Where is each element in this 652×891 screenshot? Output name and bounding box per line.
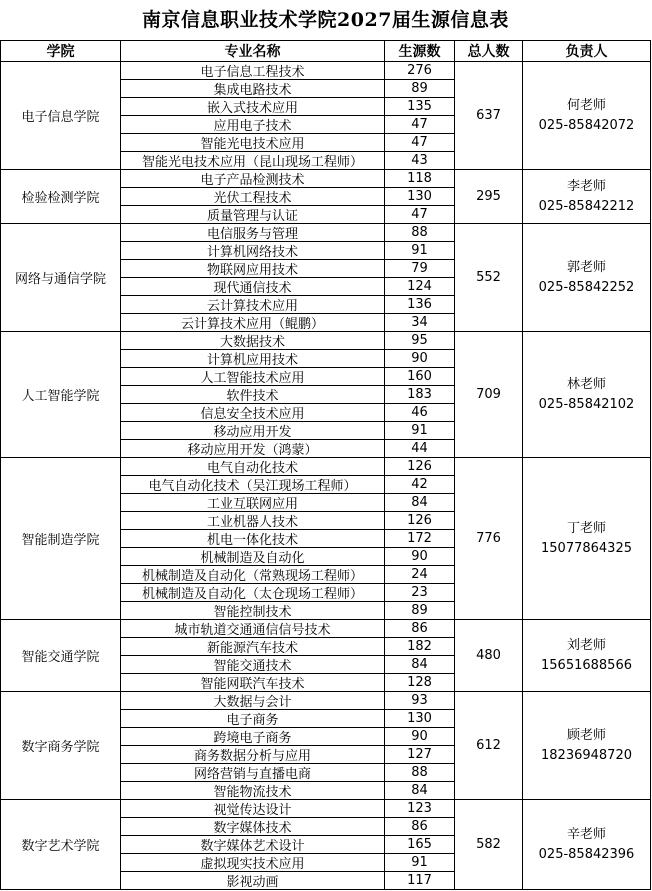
major-name: 跨境电子商务: [121, 728, 385, 746]
major-count: 90: [385, 350, 455, 368]
contact-person: 刘老师: [566, 637, 606, 653]
contact-person: 郭老师: [566, 259, 606, 275]
major-name: 人工智能技术应用: [121, 368, 385, 386]
major-count: 93: [385, 692, 455, 710]
major-count: 84: [385, 494, 455, 512]
header-contact: 负责人: [523, 40, 651, 62]
major-name: 软件技术: [121, 386, 385, 404]
contact-person: 何老师: [566, 97, 606, 113]
college-total: 295: [455, 170, 523, 224]
college-name: 电子信息学院: [0, 62, 121, 170]
college-name: 检验检测学院: [0, 170, 121, 224]
major-count: 182: [385, 638, 455, 656]
major-count: 130: [385, 710, 455, 728]
major-name: 云计算技术应用: [121, 296, 385, 314]
major-name: 电子产品检测技术: [121, 170, 385, 188]
major-name: 计算机网络技术: [121, 242, 385, 260]
contact-phone: 025-85842252: [538, 279, 635, 295]
major-name: 数字媒体技术: [121, 818, 385, 836]
major-count: 91: [385, 854, 455, 872]
contact-phone: 025-85842072: [538, 117, 635, 133]
major-name: 智能交通技术: [121, 656, 385, 674]
major-name: 智能控制技术: [121, 602, 385, 620]
major-name: 视觉传达设计: [121, 800, 385, 818]
major-count: 91: [385, 422, 455, 440]
major-name: 数字媒体艺术设计: [121, 836, 385, 854]
contact-phone: 025-85842102: [538, 396, 635, 412]
major-count: 172: [385, 530, 455, 548]
contact-phone: 15077864325: [541, 540, 632, 556]
contact-cell: [523, 62, 651, 170]
major-name: 工业互联网应用: [121, 494, 385, 512]
major-name: 云计算技术应用（鲲鹏）: [121, 314, 385, 332]
major-count: 123: [385, 800, 455, 818]
major-name: 城市轨道交通通信信号技术: [121, 620, 385, 638]
major-count: 89: [385, 602, 455, 620]
major-count: 126: [385, 458, 455, 476]
major-name: 大数据技术: [121, 332, 385, 350]
major-count: 47: [385, 116, 455, 134]
major-count: 127: [385, 746, 455, 764]
major-count: 165: [385, 836, 455, 854]
header-total: 总人数: [455, 40, 523, 62]
major-name: 网络营销与直播电商: [121, 764, 385, 782]
major-name: 电子信息工程技术: [121, 62, 385, 80]
major-name: 质量管理与认证: [121, 206, 385, 224]
major-count: 95: [385, 332, 455, 350]
major-count: 183: [385, 386, 455, 404]
major-count: 90: [385, 548, 455, 566]
major-count: 117: [385, 872, 455, 890]
major-count: 86: [385, 818, 455, 836]
college-name: 数字艺术学院: [0, 800, 121, 890]
major-name: 信息安全技术应用: [121, 404, 385, 422]
major-name: 新能源汽车技术: [121, 638, 385, 656]
header-college: 学院: [0, 40, 121, 62]
college-total: 637: [455, 62, 523, 170]
major-count: 130: [385, 188, 455, 206]
major-count: 47: [385, 206, 455, 224]
major-count: 128: [385, 674, 455, 692]
major-name: 机械制造及自动化: [121, 548, 385, 566]
major-name: 电气自动化技术（吴江现场工程师）: [121, 476, 385, 494]
major-name: 电信服务与管理: [121, 224, 385, 242]
major-count: 42: [385, 476, 455, 494]
major-name: 物联网应用技术: [121, 260, 385, 278]
major-count: 136: [385, 296, 455, 314]
major-name: 机械制造及自动化（太仓现场工程师）: [121, 584, 385, 602]
major-name: 智能光电技术应用（昆山现场工程师）: [121, 152, 385, 170]
major-count: 86: [385, 620, 455, 638]
contact-cell: [523, 332, 651, 458]
major-count: 34: [385, 314, 455, 332]
major-count: 46: [385, 404, 455, 422]
major-count: 84: [385, 656, 455, 674]
major-count: 88: [385, 764, 455, 782]
contact-cell: [523, 692, 651, 800]
college-name: 智能交通学院: [0, 620, 121, 692]
major-name: 电子商务: [121, 710, 385, 728]
contact-cell: [523, 620, 651, 692]
header-count: 生源数: [385, 40, 455, 62]
contact-person: 辛老师: [566, 826, 606, 842]
major-name: 大数据与会计: [121, 692, 385, 710]
major-name: 光伏工程技术: [121, 188, 385, 206]
major-count: 79: [385, 260, 455, 278]
college-total: 480: [455, 620, 523, 692]
major-name: 工业机器人技术: [121, 512, 385, 530]
major-count: 135: [385, 98, 455, 116]
page-title: 南京信息职业技术学院2027届生源信息表: [142, 9, 509, 31]
major-count: 126: [385, 512, 455, 530]
major-name: 机械制造及自动化（常熟现场工程师）: [121, 566, 385, 584]
college-name: 数字商务学院: [0, 692, 121, 800]
contact-person: 丁老师: [566, 520, 606, 536]
major-name: 现代通信技术: [121, 278, 385, 296]
major-count: 84: [385, 782, 455, 800]
enrollment-table: [0, 40, 651, 891]
major-count: 47: [385, 134, 455, 152]
contact-person: 顾老师: [566, 727, 606, 743]
header-major: 专业名称: [121, 40, 385, 62]
major-name: 电气自动化技术: [121, 458, 385, 476]
contact-cell: [523, 224, 651, 332]
major-name: 虚拟现实技术应用: [121, 854, 385, 872]
contact-cell: [523, 170, 651, 224]
major-name: 智能物流技术: [121, 782, 385, 800]
contact-cell: [523, 800, 651, 890]
major-name: 移动应用开发（鸿蒙）: [121, 440, 385, 458]
major-name: 智能光电技术应用: [121, 134, 385, 152]
major-count: 43: [385, 152, 455, 170]
college-name: 人工智能学院: [0, 332, 121, 458]
contact-phone: 025-85842396: [538, 846, 635, 862]
major-count: 124: [385, 278, 455, 296]
major-name: 机电一体化技术: [121, 530, 385, 548]
major-name: 智能网联汽车技术: [121, 674, 385, 692]
major-name: 嵌入式技术应用: [121, 98, 385, 116]
major-count: 88: [385, 224, 455, 242]
major-count: 91: [385, 242, 455, 260]
major-name: 集成电路技术: [121, 80, 385, 98]
major-name: 商务数据分析与应用: [121, 746, 385, 764]
major-count: 23: [385, 584, 455, 602]
college-name: 网络与通信学院: [0, 224, 121, 332]
college-total: 552: [455, 224, 523, 332]
contact-phone: 18236948720: [541, 747, 632, 763]
major-count: 118: [385, 170, 455, 188]
major-count: 89: [385, 80, 455, 98]
contact-phone: 025-85842212: [538, 198, 635, 214]
major-count: 44: [385, 440, 455, 458]
contact-person: 林老师: [566, 376, 606, 392]
contact-phone: 15651688566: [541, 657, 632, 673]
major-name: 应用电子技术: [121, 116, 385, 134]
major-name: 计算机应用技术: [121, 350, 385, 368]
major-name: 移动应用开发: [121, 422, 385, 440]
major-count: 90: [385, 728, 455, 746]
college-total: 709: [455, 332, 523, 458]
contact-cell: [523, 458, 651, 620]
major-count: 24: [385, 566, 455, 584]
college-total: 776: [455, 458, 523, 620]
major-name: 影视动画: [121, 872, 385, 890]
major-count: 160: [385, 368, 455, 386]
contact-person: 李老师: [566, 178, 606, 194]
college-total: 612: [455, 692, 523, 800]
major-count: 276: [385, 62, 455, 80]
college-name: 智能制造学院: [0, 458, 121, 620]
college-total: 582: [455, 800, 523, 890]
